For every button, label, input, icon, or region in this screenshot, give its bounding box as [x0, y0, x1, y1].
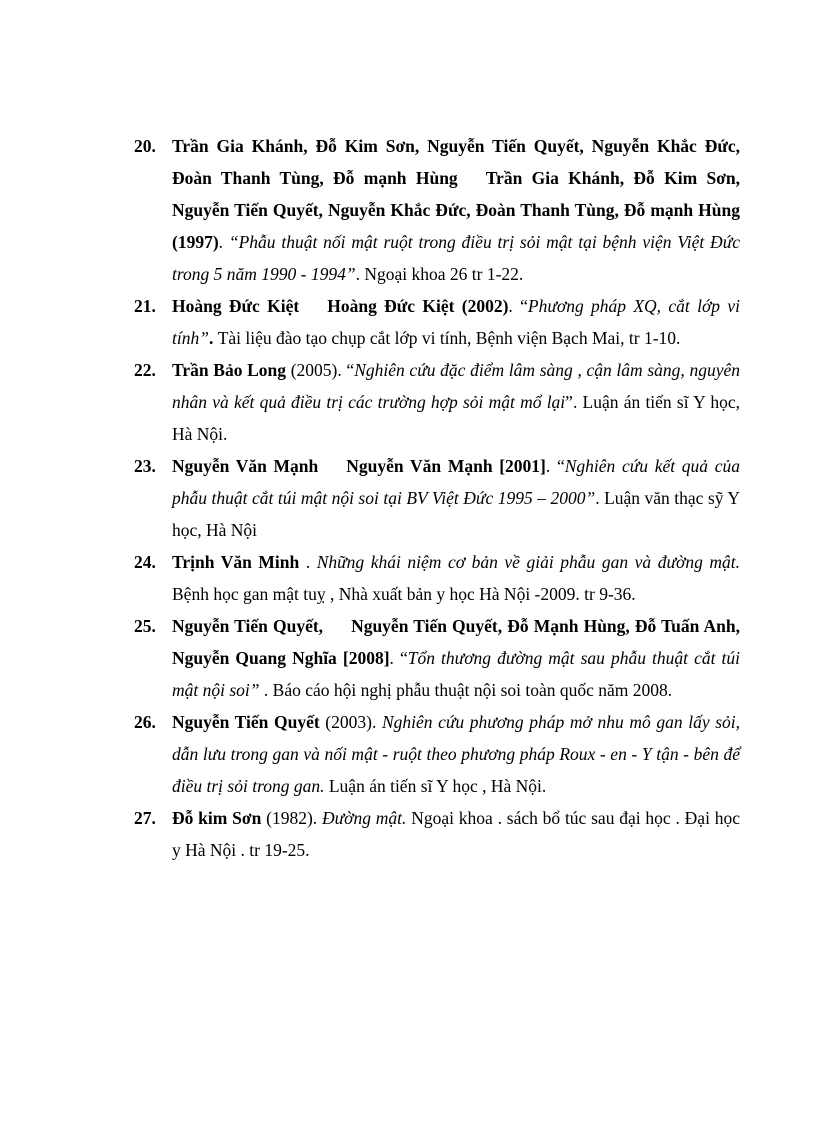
- reference-text: . Luận văn thạc sỹ Y học, Hà Nội: [172, 488, 740, 540]
- reference-title: Tổn thương đường mật sau phẫu thuật cắt túi mật nội soi”: [172, 648, 740, 700]
- reference-item: [134, 610, 740, 706]
- reference-text: ”. Luận án tiến sĩ Y học, Hà Nội.: [172, 392, 740, 444]
- reference-title: Phương pháp XQ, cắt lớp vi tính”: [172, 296, 740, 348]
- reference-text: (2003).: [319, 712, 382, 732]
- reference-title: Đường mật.: [321, 808, 407, 828]
- reference-item: [134, 450, 740, 546]
- reference-number: 25.: [134, 616, 156, 636]
- reference-item: [134, 130, 740, 290]
- reference-list: [134, 130, 740, 866]
- reference-number: 22.: [134, 360, 156, 380]
- reference-text: Ngoại khoa . sách bổ túc sau đại học . Đại học y Hà Nội . tr 19-25.: [172, 808, 740, 860]
- reference-number: 21.: [134, 296, 156, 316]
- reference-author: Trần Bảo Long: [172, 360, 287, 380]
- reference-author: Nguyễn Tiến Quyết: [172, 712, 320, 732]
- reference-title: Nghiên cứu kết quả của phẫu thuật cắt túi mật nội soi tại BV Việt Đức 1995 – 2000”: [172, 456, 740, 508]
- reference-text: . “: [389, 648, 408, 668]
- reference-title: Nghiên cứu phương pháp mở nhu mô gan lấy sỏi, dẫn lưu trong gan và nối mật - ruột theo phương pháp Roux - en - Y tận - bên để điều trị sỏi trong gan.: [172, 712, 740, 796]
- reference-author: Hoàng Đức Kiệt: [172, 296, 300, 316]
- reference-number: 26.: [134, 712, 156, 732]
- reference-number: 20.: [134, 136, 156, 156]
- reference-text: . Báo cáo hội nghị phẫu thuật nội soi toàn quốc năm 2008.: [259, 680, 673, 700]
- reference-text: Luận án tiến sĩ Y học , Hà Nội.: [324, 776, 547, 796]
- reference-author: Nguyễn Văn Mạnh: [172, 456, 319, 476]
- reference-author: Trần Gia Khánh, Đỗ Kim Sơn, Nguyễn Tiến Quyết, Nguyễn Khắc Đức, Đoàn Thanh Tùng, Đỗ mạnh Hùng (1997): [172, 168, 740, 252]
- reference-author: .: [208, 328, 218, 348]
- reference-item: [134, 706, 740, 802]
- reference-text: Tài liệu đào tạo chụp cắt lớp vi tính, Bệnh viện Bạch Mai, tr 1-10.: [217, 328, 681, 348]
- reference-title: Nghiên cứu đặc điểm lâm sàng , cận lâm sàng, nguyên nhân và kết quả điều trị các trường hợp sỏi mật mổ lại: [172, 360, 740, 412]
- reference-author: Trần Gia Khánh, Đỗ Kim Sơn, Nguyễn Tiến Quyết, Nguyễn Khắc Đức, Đoàn Thanh Tùng, Đỗ mạnh Hùng: [172, 136, 740, 188]
- reference-author: Nguyễn Văn Mạnh [2001]: [346, 456, 546, 476]
- reference-text: . “: [545, 456, 565, 476]
- reference-text: .: [299, 552, 317, 572]
- reference-title: Những khái niệm cơ bản về giải phẫu gan và đường mật.: [316, 552, 740, 572]
- reference-text: (2005). “: [286, 360, 355, 380]
- reference-number: 27.: [134, 808, 156, 828]
- reference-author: Nguyễn Tiến Quyết,: [172, 616, 324, 636]
- reference-author: Trịnh Văn Minh: [172, 552, 300, 572]
- reference-item: [134, 802, 740, 866]
- reference-item: [134, 290, 740, 354]
- reference-item: [134, 354, 740, 450]
- reference-text: .: [218, 232, 229, 252]
- reference-author: Hoàng Đức Kiệt (2002): [327, 296, 509, 316]
- reference-number: 23.: [134, 456, 156, 476]
- reference-author: Nguyễn Tiến Quyết, Đỗ Mạnh Hùng, Đỗ Tuấn Anh, Nguyễn Quang Nghĩa [2008]: [172, 616, 740, 668]
- reference-number: 24.: [134, 552, 156, 572]
- reference-author: Đỗ kim Sơn: [172, 808, 262, 828]
- reference-text: . “: [508, 296, 528, 316]
- reference-item: [134, 546, 740, 610]
- reference-text: Bệnh học gan mật tuỵ , Nhà xuất bản y học Hà Nội -2009. tr 9-36.: [172, 584, 636, 604]
- reference-text: (1982).: [261, 808, 322, 828]
- reference-title: “Phẫu thuật nối mật ruột trong điều trị sỏi mật tại bệnh viện Việt Đức trong 5 năm 1990 - 1994”: [172, 232, 741, 284]
- reference-text: . Ngoại khoa 26 tr 1-22.: [355, 264, 524, 284]
